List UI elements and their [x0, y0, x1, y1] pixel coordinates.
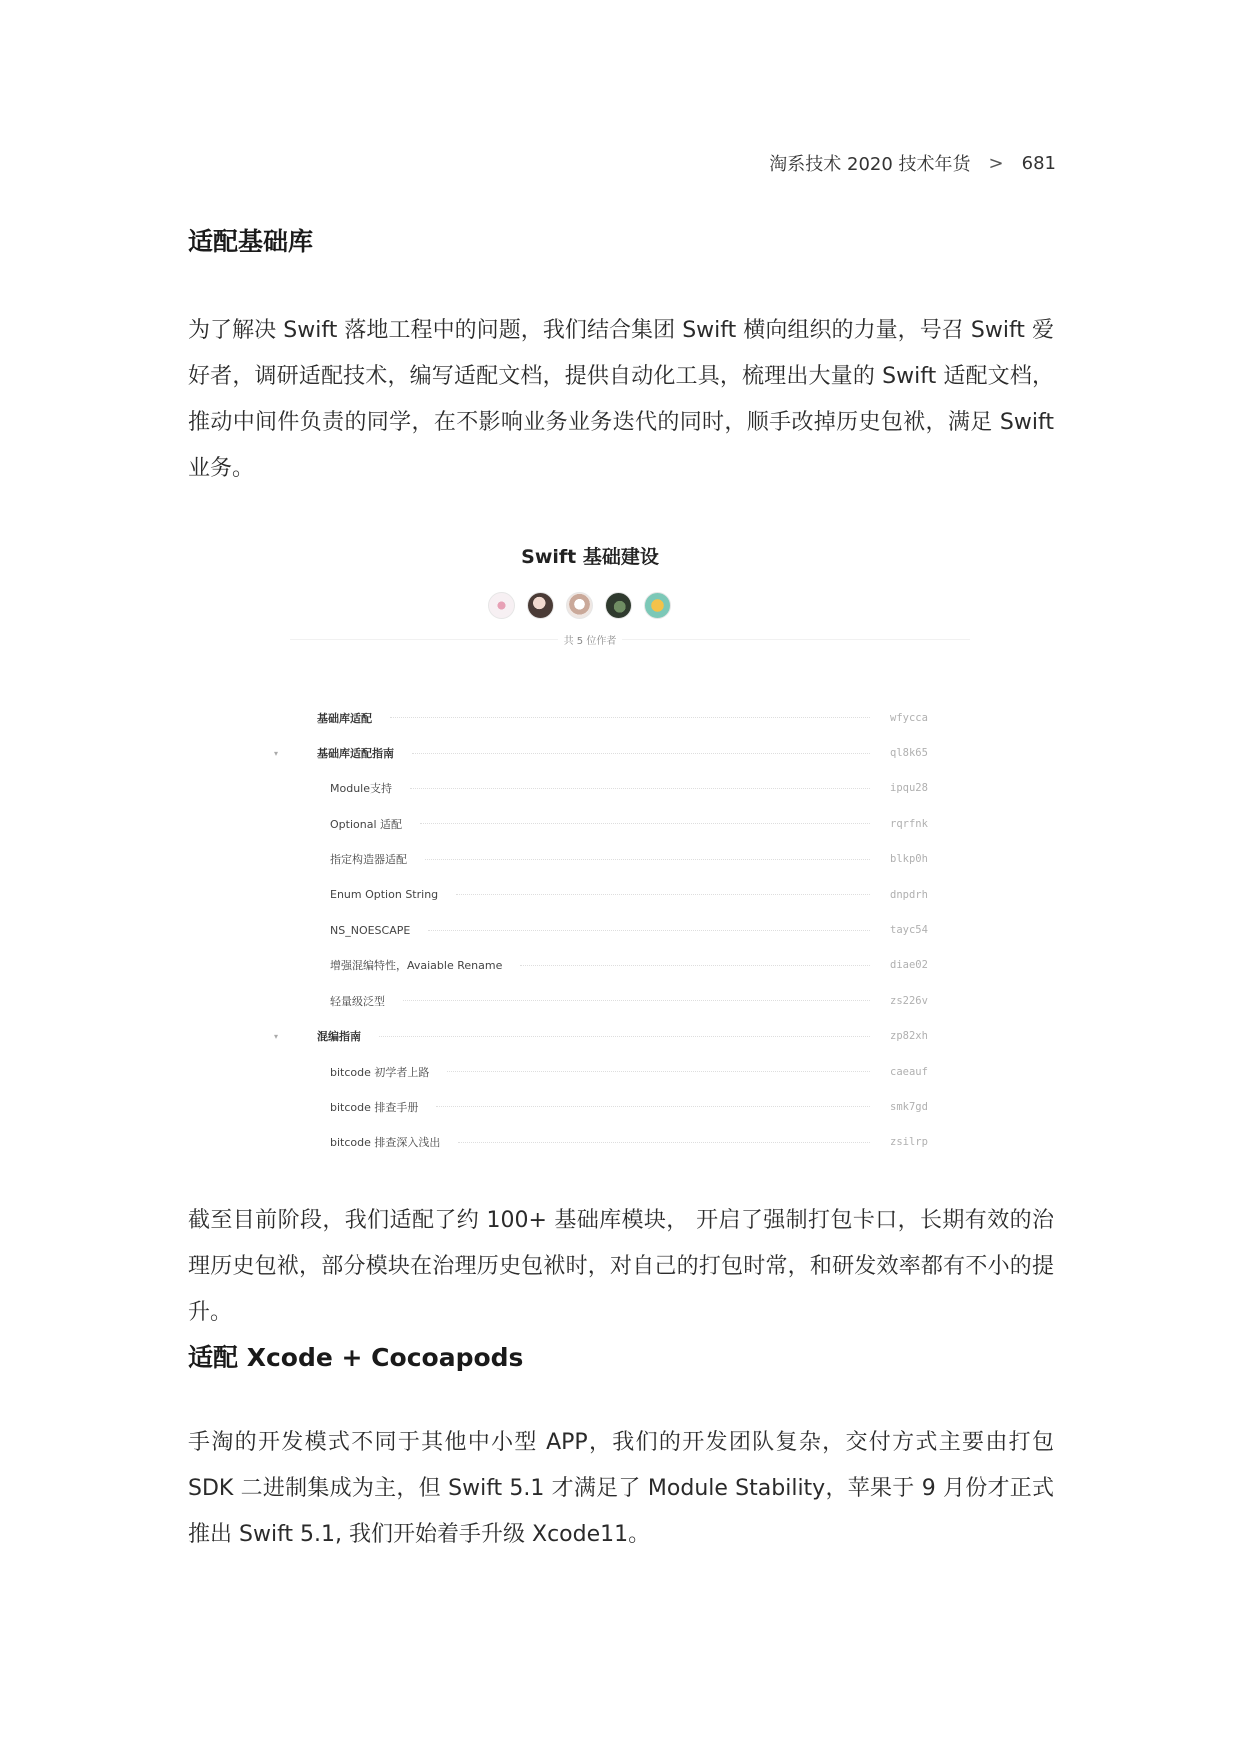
xcode-paragraph: 手淘的开发模式不同于其他中小型 APP，我们的开发团队复杂，交付方式主要由打包 SDK 二进制集成为主，但 Swift 5.1 才满足了 Module Stability，苹果于 9 月份才正式推出 Swift 5.1, 我们开始着手升级 Xcode11。 — [188, 1430, 1054, 1547]
toc-row-label: Module支持 — [330, 782, 392, 796]
dotted-leader — [520, 965, 870, 966]
toc-row-slug: blkp0h — [890, 853, 928, 866]
toc-row[interactable] — [290, 1125, 970, 1160]
toc-row-label: 基础库适配 — [317, 711, 372, 725]
author-avatar — [566, 592, 593, 619]
section-heading-xcode-cocoapods — [188, 1338, 523, 1374]
author-avatar — [488, 592, 515, 619]
toc-row-slug: dnpdrh — [890, 888, 928, 901]
toc-row-label: bitcode 初学者上路 — [330, 1065, 430, 1079]
toc-row[interactable] — [290, 1054, 970, 1089]
caret-down-icon[interactable]: ▾ — [274, 748, 279, 758]
toc-row-label: NS_NOESCAPE — [330, 923, 411, 937]
author-count-row — [290, 632, 970, 646]
table-of-contents — [274, 700, 970, 1160]
toc-row-slug: wfycca — [890, 711, 928, 724]
toc-row-slug: ql8k65 — [890, 747, 928, 760]
toc-row-slug: diae02 — [890, 959, 928, 972]
author-avatar — [605, 592, 632, 619]
toc-row-slug: tayc54 — [890, 924, 928, 937]
dotted-leader — [425, 859, 870, 860]
dotted-leader — [428, 930, 870, 931]
book-title: 淘系技术 2020 技术年货 — [769, 154, 971, 175]
toc-row-slug: zsilrp — [890, 1136, 928, 1149]
toc-row[interactable] — [290, 912, 970, 947]
section-heading-adapt-base-libs: 适配基础库 — [188, 227, 314, 256]
dotted-leader — [412, 753, 870, 754]
toc-row[interactable] — [274, 735, 970, 770]
toc-row-slug: caeauf — [890, 1065, 928, 1078]
figure-title: Swift 基础建设 — [521, 546, 659, 568]
toc-row-slug: rqrfnk — [890, 817, 928, 830]
section-heading-text: 适配 Xcode + Cocoapods — [188, 1343, 524, 1372]
toc-row[interactable] — [290, 983, 970, 1018]
dotted-leader — [420, 823, 870, 824]
toc-row-label: bitcode 排查手册 — [330, 1100, 419, 1114]
toc-row-label: Enum Option String — [330, 888, 439, 902]
toc-row-label: 指定构造器适配 — [330, 853, 407, 867]
author-count: 共 5 位作者 — [558, 636, 623, 647]
author-avatar — [527, 592, 554, 619]
toc-row-label: bitcode 排查深入浅出 — [330, 1136, 441, 1150]
toc-row[interactable] — [290, 842, 970, 877]
toc-row[interactable] — [290, 948, 970, 983]
toc-row-slug: smk7gd — [890, 1100, 928, 1113]
intro-paragraph: 为了解决 Swift 落地工程中的问题，我们结合集团 Swift 横向组织的力量，号召 Swift 爱好者，调研适配技术，编写适配文档，提供自动化工具，梳理出大量的 Swift 适配文档，推动中间件负责的同学，在不影响业务业务迭代的同时，顺手改掉历史包袱，满足 Swift 业务。 — [188, 318, 1054, 481]
dotted-leader — [390, 717, 870, 718]
toc-row-slug: ipqu28 — [890, 782, 928, 795]
toc-row[interactable] — [290, 806, 970, 841]
dotted-leader — [403, 1000, 870, 1001]
caret-down-icon[interactable]: ▾ — [274, 1031, 279, 1041]
toc-row-label: 混编指南 — [317, 1030, 361, 1044]
toc-row-label: 基础库适配指南 — [317, 747, 394, 761]
toc-row[interactable] — [274, 1019, 970, 1054]
author-avatars — [488, 592, 671, 619]
toc-row[interactable] — [290, 771, 970, 806]
toc-row[interactable] — [290, 877, 970, 912]
author-avatar — [644, 592, 671, 619]
toc-row-slug: zs226v — [890, 994, 928, 1007]
toc-row-slug: zp82xh — [890, 1030, 928, 1043]
dotted-leader — [458, 1142, 870, 1143]
dotted-leader — [410, 788, 870, 789]
dotted-leader — [436, 1106, 870, 1107]
running-header — [769, 150, 1056, 176]
toc-row-label: 轻量级泛型 — [330, 994, 385, 1008]
toc-row[interactable] — [290, 700, 970, 735]
toc-row-label: Optional 适配 — [330, 817, 403, 831]
dotted-leader — [456, 894, 870, 895]
dotted-leader — [447, 1071, 870, 1072]
swift-infra-figure — [274, 530, 970, 1170]
header-separator: > — [988, 152, 1004, 174]
page-number: 681 — [1021, 152, 1056, 174]
toc-row[interactable] — [290, 1089, 970, 1124]
toc-row-label: 增强混编特性，Avaiable Rename — [330, 959, 503, 973]
progress-paragraph: 截至目前阶段，我们适配了约 100+ 基础库模块， 开启了强制打包卡口，长期有效的治理历史包袱，部分模块在治理历史包袱时，对自己的打包时常，和研发效率都有不小的提升。 — [188, 1208, 1054, 1325]
dotted-leader — [379, 1036, 870, 1037]
